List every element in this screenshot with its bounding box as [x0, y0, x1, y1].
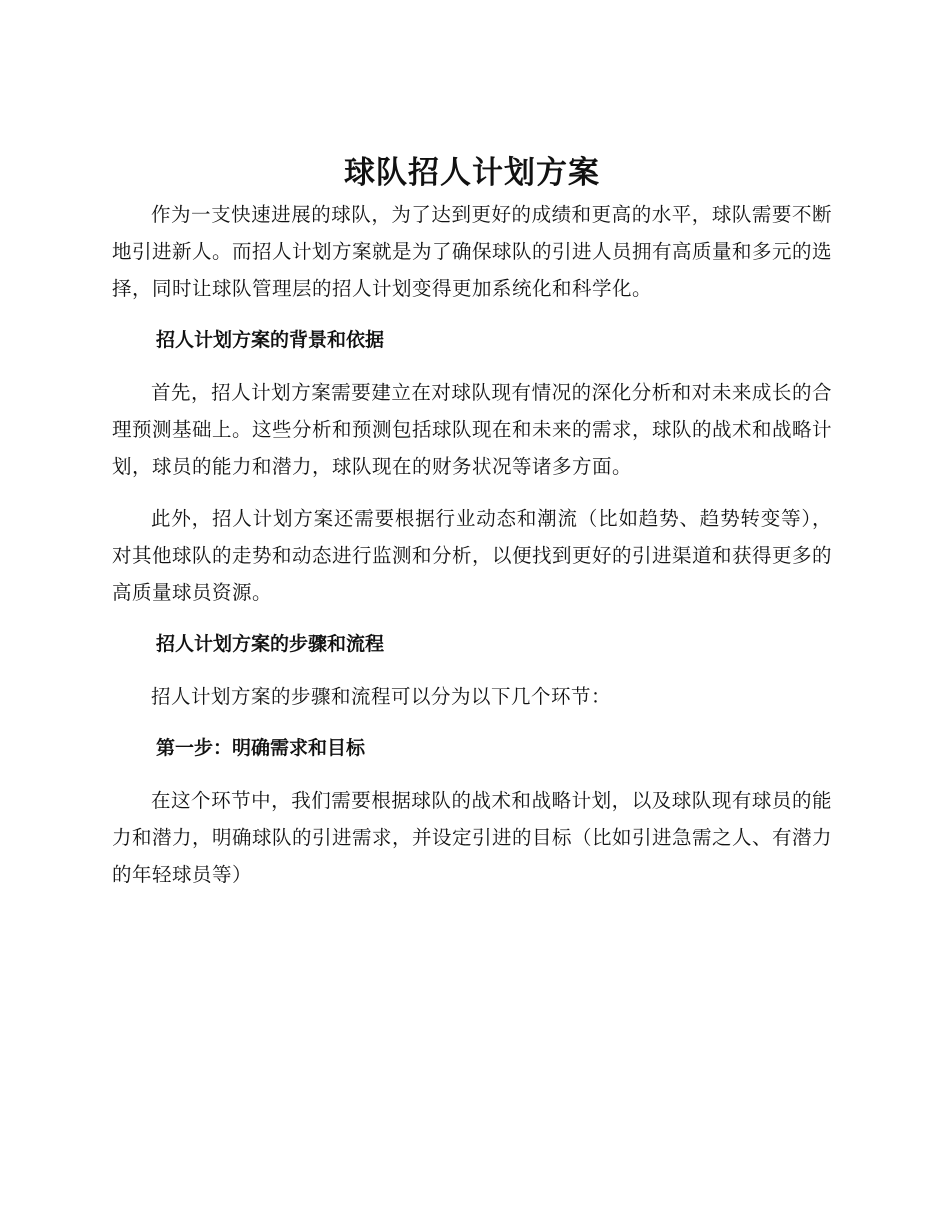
steps-paragraph: 招人计划方案的步骤和流程可以分为以下几个环节：	[151, 685, 612, 708]
intro-paragraph: 作为一支快速进展的球队，为了达到更好的成绩和更高的水平，球队需要不断地引进新人。而招人计划方案就是为了确保球队的引进人员拥有高质量和多元的选择，同时让球队管理层的招人计划变得更加系统化和科学化。	[112, 203, 833, 300]
background-paragraph-2: 此外，招人计划方案还需要根据行业动态和潮流（比如趋势、趋势转变等），对其他球队的走势和动态进行监测和分析，以便找到更好的引进渠道和获得更多的高质量球员资源。	[112, 507, 833, 604]
background-paragraph-1: 首先，招人计划方案需要建立在对球队现有情况的深化分析和对未来成长的合理预测基础上。这些分析和预测包括球队现在和未来的需求，球队的战术和战略计划，球员的能力和潜力，球队现在的财务状况等诸多方面。	[112, 381, 833, 478]
document-title: 球队招人计划方案	[344, 155, 600, 191]
document-body	[112, 150, 832, 908]
step1-heading: 第一步：明确需求和目标	[156, 737, 366, 759]
section-heading-background: 招人计划方案的背景和依据	[156, 329, 385, 351]
section-heading-steps: 招人计划方案的步骤和流程	[156, 633, 385, 655]
step1-paragraph: 在这个环节中，我们需要根据球队的战术和战略计划，以及球队现有球员的能力和潜力，明确球队的引进需求，并设定引进的目标（比如引进急需之人、有潜力的年轻球员等）	[112, 789, 833, 886]
